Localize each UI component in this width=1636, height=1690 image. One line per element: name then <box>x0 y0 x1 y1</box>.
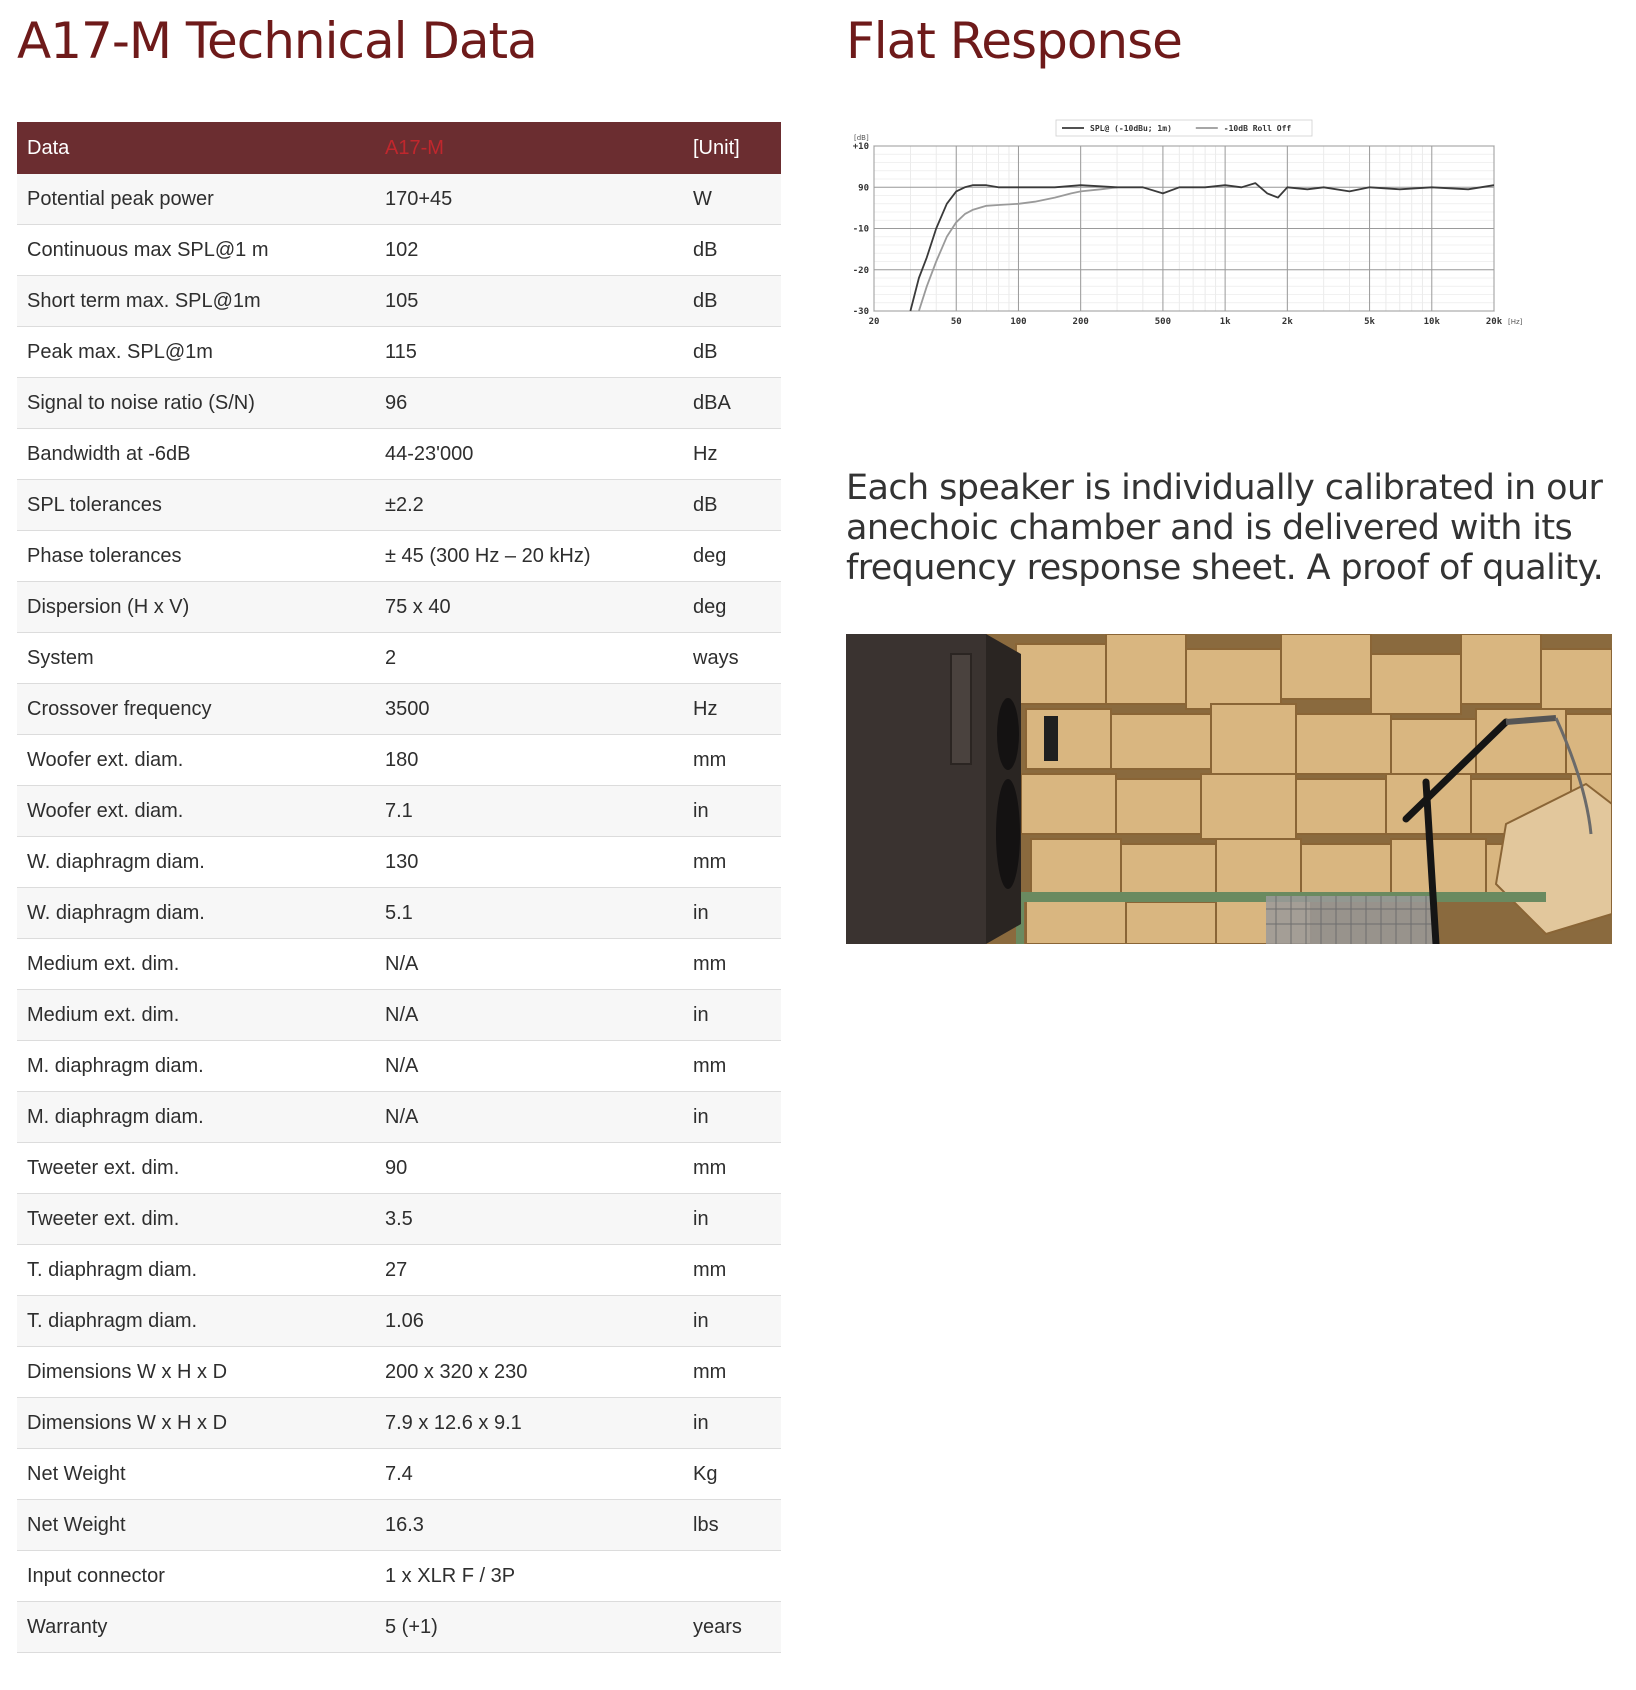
spec-unit: years <box>683 1602 781 1653</box>
spec-label: Medium ext. dim. <box>17 990 375 1041</box>
x-tick-label: 2k <box>1281 317 1293 327</box>
spec-value: 5 (+1) <box>375 1602 683 1653</box>
y-tick-label: -20 <box>852 265 869 276</box>
spec-value: 3500 <box>375 684 683 735</box>
frequency-response-chart <box>846 118 1566 358</box>
table-row <box>17 888 781 939</box>
spec-unit: mm <box>683 837 781 888</box>
spec-value: 44-23'000 <box>375 429 683 480</box>
spec-value: 7.4 <box>375 1449 683 1500</box>
table-row <box>17 378 781 429</box>
spec-unit: dBA <box>683 378 781 429</box>
header-model: A17-M <box>375 122 683 174</box>
legend-label: SPL@ (-10dBu; 1m) <box>1090 124 1172 133</box>
spec-table-header <box>17 122 781 174</box>
table-row <box>17 1296 781 1347</box>
spec-value: 96 <box>375 378 683 429</box>
spec-unit: in <box>683 888 781 939</box>
spec-unit: Hz <box>683 429 781 480</box>
spec-label: Net Weight <box>17 1449 375 1500</box>
y-tick-label: 90 <box>858 183 869 194</box>
spec-unit: deg <box>683 582 781 633</box>
spec-label: Continuous max SPL@1 m <box>17 225 375 276</box>
table-row <box>17 1347 781 1398</box>
spec-value: 90 <box>375 1143 683 1194</box>
table-row <box>17 276 781 327</box>
table-row <box>17 174 781 225</box>
spec-label: Dispersion (H x V) <box>17 582 375 633</box>
spec-unit: mm <box>683 1041 781 1092</box>
spec-unit: in <box>683 1398 781 1449</box>
spec-value: 1.06 <box>375 1296 683 1347</box>
spec-unit: in <box>683 1194 781 1245</box>
spec-label: M. diaphragm diam. <box>17 1092 375 1143</box>
spec-value: 5.1 <box>375 888 683 939</box>
spec-value: ± 45 (300 Hz – 20 kHz) <box>375 531 683 582</box>
table-row <box>17 582 781 633</box>
spec-value: N/A <box>375 990 683 1041</box>
table-row <box>17 1398 781 1449</box>
spec-label: Woofer ext. diam. <box>17 786 375 837</box>
spec-value: 3.5 <box>375 1194 683 1245</box>
header-data: Data <box>17 122 375 174</box>
frequency-response-svg <box>846 118 1566 358</box>
x-tick-label: 200 <box>1072 317 1089 327</box>
spec-unit: Hz <box>683 684 781 735</box>
table-row <box>17 1143 781 1194</box>
spec-label: Tweeter ext. dim. <box>17 1143 375 1194</box>
spec-value: ±2.2 <box>375 480 683 531</box>
table-row <box>17 1602 781 1653</box>
spec-unit: in <box>683 786 781 837</box>
table-row <box>17 939 781 990</box>
spec-label: Net Weight <box>17 1500 375 1551</box>
spec-value: 2 <box>375 633 683 684</box>
flat-response-title: Flat Response <box>846 12 1182 70</box>
y-tick-label: -30 <box>852 307 869 317</box>
x-tick-label: 1k <box>1219 317 1231 327</box>
spec-unit: in <box>683 1296 781 1347</box>
spec-table <box>17 122 781 1653</box>
spec-unit: in <box>683 1092 781 1143</box>
spec-unit: lbs <box>683 1500 781 1551</box>
spec-value: 115 <box>375 327 683 378</box>
spec-unit: mm <box>683 1143 781 1194</box>
legend-label: -10dB Roll Off <box>1223 124 1292 133</box>
table-row <box>17 837 781 888</box>
spec-unit: Kg <box>683 1449 781 1500</box>
spec-label: Short term max. SPL@1m <box>17 276 375 327</box>
table-row <box>17 1041 781 1092</box>
spec-label: T. diaphragm diam. <box>17 1245 375 1296</box>
spec-table-body <box>17 174 781 1653</box>
technical-data-title: A17-M Technical Data <box>17 12 537 70</box>
table-row <box>17 735 781 786</box>
x-tick-label: 5k <box>1364 317 1375 327</box>
spec-label: Tweeter ext. dim. <box>17 1194 375 1245</box>
spec-value: 7.1 <box>375 786 683 837</box>
spec-unit: ways <box>683 633 781 684</box>
x-tick-label: 10k <box>1423 317 1440 327</box>
table-row <box>17 327 781 378</box>
spec-value: N/A <box>375 939 683 990</box>
spec-value: 27 <box>375 1245 683 1296</box>
table-row <box>17 1245 781 1296</box>
table-row <box>17 480 781 531</box>
table-row <box>17 633 781 684</box>
spec-value: 1 x XLR F / 3P <box>375 1551 683 1602</box>
spec-unit: mm <box>683 939 781 990</box>
spec-unit: deg <box>683 531 781 582</box>
spec-label: Medium ext. dim. <box>17 939 375 990</box>
table-row <box>17 1194 781 1245</box>
spec-unit: mm <box>683 735 781 786</box>
table-row <box>17 990 781 1041</box>
anechoic-chamber-illustration <box>846 634 1612 944</box>
anechoic-chamber-photo <box>846 634 1612 944</box>
table-row <box>17 531 781 582</box>
spec-value: 130 <box>375 837 683 888</box>
spec-unit: in <box>683 990 781 1041</box>
spec-label: Dimensions W x H x D <box>17 1347 375 1398</box>
x-tick-label: 20 <box>868 317 880 327</box>
spec-label: Dimensions W x H x D <box>17 1398 375 1449</box>
x-tick-label: 100 <box>1010 317 1027 327</box>
spec-label: W. diaphragm diam. <box>17 888 375 939</box>
table-row <box>17 1500 781 1551</box>
spec-label: Woofer ext. diam. <box>17 735 375 786</box>
spec-label: Input connector <box>17 1551 375 1602</box>
spec-label: SPL tolerances <box>17 480 375 531</box>
spec-value: N/A <box>375 1092 683 1143</box>
spec-label: W. diaphragm diam. <box>17 837 375 888</box>
spec-label: Signal to noise ratio (S/N) <box>17 378 375 429</box>
x-tick-label: 20k <box>1485 317 1503 327</box>
spec-label: Potential peak power <box>17 174 375 225</box>
spec-value: 180 <box>375 735 683 786</box>
x-tick-label: 500 <box>1154 317 1172 327</box>
calibration-statement: Each speaker is individually calibrated in our anechoic chamber and is delivered with its frequency response sheet. A proof of quality. <box>846 468 1604 588</box>
spec-label: Warranty <box>17 1602 375 1653</box>
spec-value: 75 x 40 <box>375 582 683 633</box>
spec-label: System <box>17 633 375 684</box>
spec-value: 102 <box>375 225 683 276</box>
x-tick-label: 50 <box>950 317 962 327</box>
spec-value: 170+45 <box>375 174 683 225</box>
table-row <box>17 1551 781 1602</box>
spec-label: T. diaphragm diam. <box>17 1296 375 1347</box>
spec-unit <box>683 1551 781 1602</box>
spec-label: Bandwidth at -6dB <box>17 429 375 480</box>
x-axis-label: [Hz] <box>1508 318 1523 326</box>
spec-unit: dB <box>683 276 781 327</box>
table-row <box>17 684 781 735</box>
header-unit: [Unit] <box>683 122 781 174</box>
spec-value: 105 <box>375 276 683 327</box>
y-axis-label: [dB] <box>854 134 869 142</box>
table-row <box>17 1092 781 1143</box>
spec-unit: dB <box>683 480 781 531</box>
spec-unit: mm <box>683 1245 781 1296</box>
table-row <box>17 225 781 276</box>
spec-value: 200 x 320 x 230 <box>375 1347 683 1398</box>
spec-unit: W <box>683 174 781 225</box>
spec-label: Crossover frequency <box>17 684 375 735</box>
table-row <box>17 786 781 837</box>
spec-unit: dB <box>683 327 781 378</box>
spec-unit: mm <box>683 1347 781 1398</box>
table-row <box>17 429 781 480</box>
spec-value: 16.3 <box>375 1500 683 1551</box>
spec-unit: dB <box>683 225 781 276</box>
spec-label: Peak max. SPL@1m <box>17 327 375 378</box>
spec-value: 7.9 x 12.6 x 9.1 <box>375 1398 683 1449</box>
spec-label: Phase tolerances <box>17 531 375 582</box>
spec-value: N/A <box>375 1041 683 1092</box>
y-tick-label: -10 <box>852 224 869 235</box>
y-tick-label: +10 <box>852 142 869 152</box>
spec-label: M. diaphragm diam. <box>17 1041 375 1092</box>
table-row <box>17 1449 781 1500</box>
